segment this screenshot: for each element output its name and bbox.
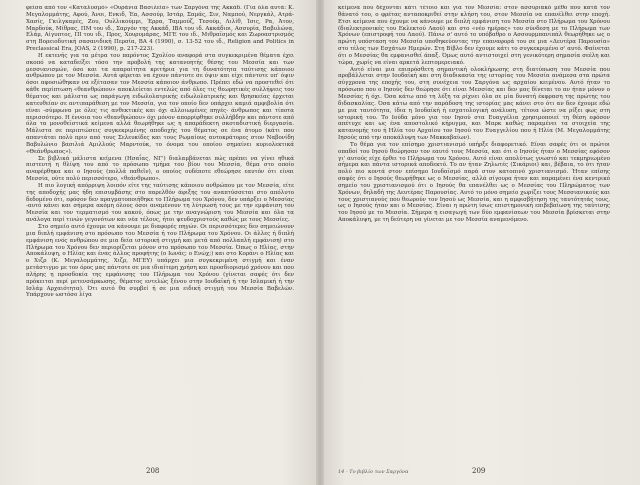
paragraph: Η εκτενής για τα μέτρα του παρόντος Σχολίου αναφορά στα συγκεκριμένα θέματα έχει σκοπό να καταδείξει τόσο την προβολή της κατανοητής θέσης του Μεσσία και των μεσσιανισμών, όσο και τα απαραίτητα κριτήρια για τη δυνατότητα ταύτισης κάποιου ανθρώπου με τον Μεσσία. Αυτά φέρεται να έχουν πάντοτε σε όψιν και είχε πάντοτε υπ' όψιν όσοι αφοσιώθηκαν να εξέτασαν τον Μεσσία κάποιον άνθρωπο. Πρέπει εδώ να προστεθεί ότι κάθε περίπτωση «θεανθρώπου» αποκλείεται εντελώς από όλες τις θεωρητικές συλλήψεις του θέματος και μάλιστα ως παράγωγη ειδωλολατρικής ειδωλολατρικής και θρησκείας έρχεται κατευθείαν σε αντιπαράθεση με τον Μεσσία, για τον οποίο δεν υπάρχει καμιά αμφιβολία ότι είναι -σύμφωνα με όλες τις ανθεκτικές και όχι αλλοιωμένες πηγές- άνθρωπος και τίποτα περισσότερο. Η έννοια του «θεανθρώπου» όχι μόνον απορρίφθηκε συλλήβδην και πάντοτε από όλα τα μονοθεϊστικά κείμενα αλλά θεωρήθηκε ως η απαράδεκτη σκοταδιστική διεργασία. Μάλιστα σε περιπτώσεις συγκεκριμένης αποδοχής του θέματος σε ένα άτομο (κάτι που απαντάται πολύ πριν από τους Σελευκίδες και τους Ρωμαίους αυτοκράτορες στον Ναβονίδη Βαβυλώνιο βασιλιά Αμιλλούς Μαρντούκ, το όνομα του οποίου σημαίνει κυριολεκτικά «Θεάνθρωπος»). [26,52,294,155]
paragraph: Αυτό είναι μια επιπρόσθετη σημαντική ολοκλήρωσης στη διατύπωση του Μεσσία που προβάλλεται στην Ιουδαϊκή και στη διαδικασία της ιστορίας του Μεσσία ανάμεσα στα πρώτα σύγχρονα της εποχής του, στη συνέχεια του Σαργόνα ως αρχαίου κειμένου. Αυτό ήταν το πρόσωπο που ο Ιησούς δεν θεώρησε ότι είναι Μεσσίας και δεν μας δίνεται το αν ήταν μόνον ο Μεσσίας ή όχι. Όσα κάτω από τη λέξη τα ρίχνει όλα σε μία δυνατή έκφραση της πρώτης του διδασκαλίας. Όσα κάτω από την παράδοση της ιστορίας μας κάνει στο ότι αν δεν έχουμε εδώ με μια ταυτότητα, ίδια η Ιουδαϊκή ή εσχατολογική ανάλυση, τέτοια ώστε να ρίξει φως στη ιστορική του. Το Ιούδα μόνο για τον Ιησού στα Ευαγγέλια χρησιμοποιεί τη θέση εφόσον απέτυχε και ως ένα αποστολικό κήρυγμα, και Μαρκ καθώς παραμένει τα στοιχεία της κατανομής του ή Ηλία του Αρχαίου τον Ιησού του Ευαγγελίου που ή Ηλία (Μ. Μεγαλομμάτης Ιησούς από την αποκάλυψη των Μακκαβαίων). [338,66,610,142]
paragraph: Σε βιβλικά μάλιστα κείμενα (Ησαΐας, ΝΓ') διαλαμβάνεται πώς πρέπει να γίνει ηθικά πιστευτή η θλίψη του από το πρόσωπο τμήμα του βίου του Μεσσία, θέμα στο οποίο αναφέρθηκα και ο Ιησούς (πολλά παθεῖν), ο οποίος ουδέποτε εθεώρησε εαυτόν ότι είναι Μεσσία, ούτε πολύ περισσότερο, «θεάνθρωπο». [26,155,294,183]
page-number-right: 209 [472,467,486,475]
right-page [320,0,640,485]
paragraph: φείσα από τον «Καταλυσμό» «Ουράνια Βασιλεία» των Σαργόνα της Ακκάδ. (Για όλα αυτά: Κ. Μεγαλομμάτης, Αφού, Άνοι, Ενκιδ, Έα, Ασσούρ, Ιστάρ, Σαμάς, Σιν, Ναμπού, Νεργκάλ, Ατρά-Χασίς, Γκιλγκαμές, Ζου, Ουλλικούμμι, Έρρα, Ταμμούζ, Τεσούμ, Λιλίθ, Ίσις, Ρα, Άτον, Μαρδούκ, Μίθρας, ΠΜ του ιδ., Σαργόν της Ακκάδ, ΙΒΑ του ιδ. Ακκάδιοι, Ασσυρία, Βαβυλώνα, Ελάμ, Αίγυπτος, ΠΙ του ιδ., Προς, Χουρυμάρας, ΜΓΕ του ιδ., Μιθραϊσμός και Ζωροαστρισμός στη Βορειοδυτική σασανιδική Περσία, BA 4 (1990), σ. 13-52 του ιδ., Religion and Politics in Preclassical Era, JOAS, 2 (1990), p. 217-223). [26,5,294,53]
book-gutter [316,0,324,485]
running-head: 14 - Το βιβλίο των Σαργόνα [338,469,409,475]
paragraph: Η πιο λογική απόρριψη λοιπόν είτε της ταύτισης κάποιου ανθρώπου με τον Μεσσία, είτε της αποδοχής μας ήδη επισυμβάσης στο παρελθόν άφιξης του αναπτύσσεται στο απόλυτο δεδομένο ότι, εφόσον δεν πραγματοποιήθηκε το Πλήρωμα του Χρόνου, δεν υπάρξει ο Μεσσίας -αυτό κάνει και σήμερα ακόμη όλους όσοι αναμένουν τη λύτρωσή τους με την εμφάνιση του Μεσσία και τον τερματισμό του κακού, όπως με την αναγνώριση του Μεσσία και όλα τα ανάλογα περί τινών γεγονότων και νέα τέλους, ήτοι ψευδοχριστούς καθώς με τους Μεσσίες. [26,182,294,224]
left-page-body [26,5,294,299]
right-page-body [338,5,610,224]
page-number-left: 208 [146,467,160,475]
paragraph: κείμενα που δέχονται κάτι τέτοιο και για τον Μεσσία: στον ασσυριακό μέθο που κατά τον θάνατό του, ο φρέτας ανταποκριθεί στην κλήση του, στον Μεσσία να επανέλθει στην εποχή. Ετσι κείμενα που έχουμε να κάνουμε με διπλή εμφάνιση του Μεσσία στο Πλήρωμα του Χρόνου (διαλεκτρονικές του Εκλεκτού Λαού) και στο «νέο ημέρας» του σύνδεση με το Πλήρωμα των Χρόνων (επιστροφή του Λαού). Πάνω σ' αυτό το υπόβαθρο ο Ασσουρμπανιπάλ θεωρήθηκε ως ο πρώτη υπόσταση του Μεσσία υποθηκεύοντας την επαναφορά του σε μια «Δευτέρα Παρουσία» στο τέλος των Εσχάτων Ημερών. Στη Βίβλο δεν έχουμε κάτι το συγκεκριμένο σ' αυτό. Φαίνεται ότι ο Μεσσίας θα εμφανισθεί άπαξ. Όμως αυτό αντιστοιχεί στη γενικότερη σημασία σεέλη και τώρα, χωρίς να είναι αρκετά λεπτομερειακό. [338,5,610,66]
paragraph: Το θέμα για τον επίσημο χριστιανισμό υπήρξε διαφορετικό. Είναι σαφές ότι οι πρώτοι οπαδοί του Ιησού θεώρησαν τον εαυτό τους Μεσσία, και ότι ο Ιησούς ήταν ο Μεσσίας εφόσον γι' αυτούς είχε έρθει το Πλήρωμα του Χρόνου. Αυτό είναι απολύτως γνωστό και τεκμηριωμένο σήμερα και πάντα ιστορικά αποδεκτό. Το αν ήταν Ζηλωτές (Σικάριοι) και, βέβαια, το ότι ήταν πολύ πιο κοντά στον επίσημο Ιουδαϊσμό παρά στον κατοπινό χριστιανισμό. Ήταν επίσης σαφές ότι ο Ιησούς θεωρήθηκε ως ο Μεσσίας, αλλά σίγουρα ήταν και παραμένει ένα κεντρικό σημείο του χριστιανισμού ότι ο Ιησούς θα επανέλθει ως ο Μεσσίας του Πληρώματος των Χρόνων, δηλαδή της Δευτέρας Παρουσίας. Αυτό το μόνο σημείο χωρίζει τους Μεσσιανικούς και τους χριστιανούς που θεωρούν τον Ιησού ως Μεσσία, και η αμφισβήτηση της ταυτότητάς τους, ως ο Ιησούς ήταν και ο Μεσσίας. Είναι η πρώτη ίσως επιστημονική επιβεβαίωση της ταύτισης του Ιησού με το Μεσσία. Σήμερα η εισαγωγή των δύο εμφανίσεων του Μεσσία βρίσκεται στην Αποκάλυψη, με τη δεύτερη να γίνεται με τον Μεσσία αναμενόμενο. [338,141,610,224]
paragraph: Στο σημείο αυτό έχουμε να κάνουμε με διαφορές πηγών. Οι περισσότερες δεν σημειώνουν μια διπλή εμφάνιση στο πρόσωπο του Μεσσία ή του Πλήρωμα του Χρόνου. Οι άλλες ή διπλή εμφάνιση ενός ανθρώπου σε μια δεία ιστορική στιγμή και μετά από πολλαπλή εμφάνιση) στο Πλήρωμα του Χρόνου δεν περιορίζεται μόνον στο πρόσωπο του Μεσσία. Όπως ο Ηλίας, στην Αποκάλυψη, ο Ηλίας και ένας άλλος προφήτης (ο Ιωνάς; ο Ενώχ;) και στο Κοράνι ο Ηλίας και ο Χιζρ (Κ. Μεγαλομμάτης, Χιζρ, ΜΓΕΥ) υπάρχει μια συγκεκριμένη στιγμή και έναν μετάστιγμο με τον όρος μας πάντοτε σε μια ιδιαίτερη χρήση και προσδιορισμό χρόνου και που πλήρης η προσδοκία της εμφάνισης του Πλήρωμα του Χρόνου (γίνεται σαφές ότι δεν πρόκειται περί μετενσάρκωσης, θέματος εντελώς ξένου στην Ιουδαϊκή ή την Ισλαμική ή την Ισλάμ Αρχαιότητα). Ότι αυτό θα συμβεί ή σε μια ειδική στιγμή του Μεσσία Βαβελών. Υπάρχουν ωστόσο λίγα [26,224,294,299]
